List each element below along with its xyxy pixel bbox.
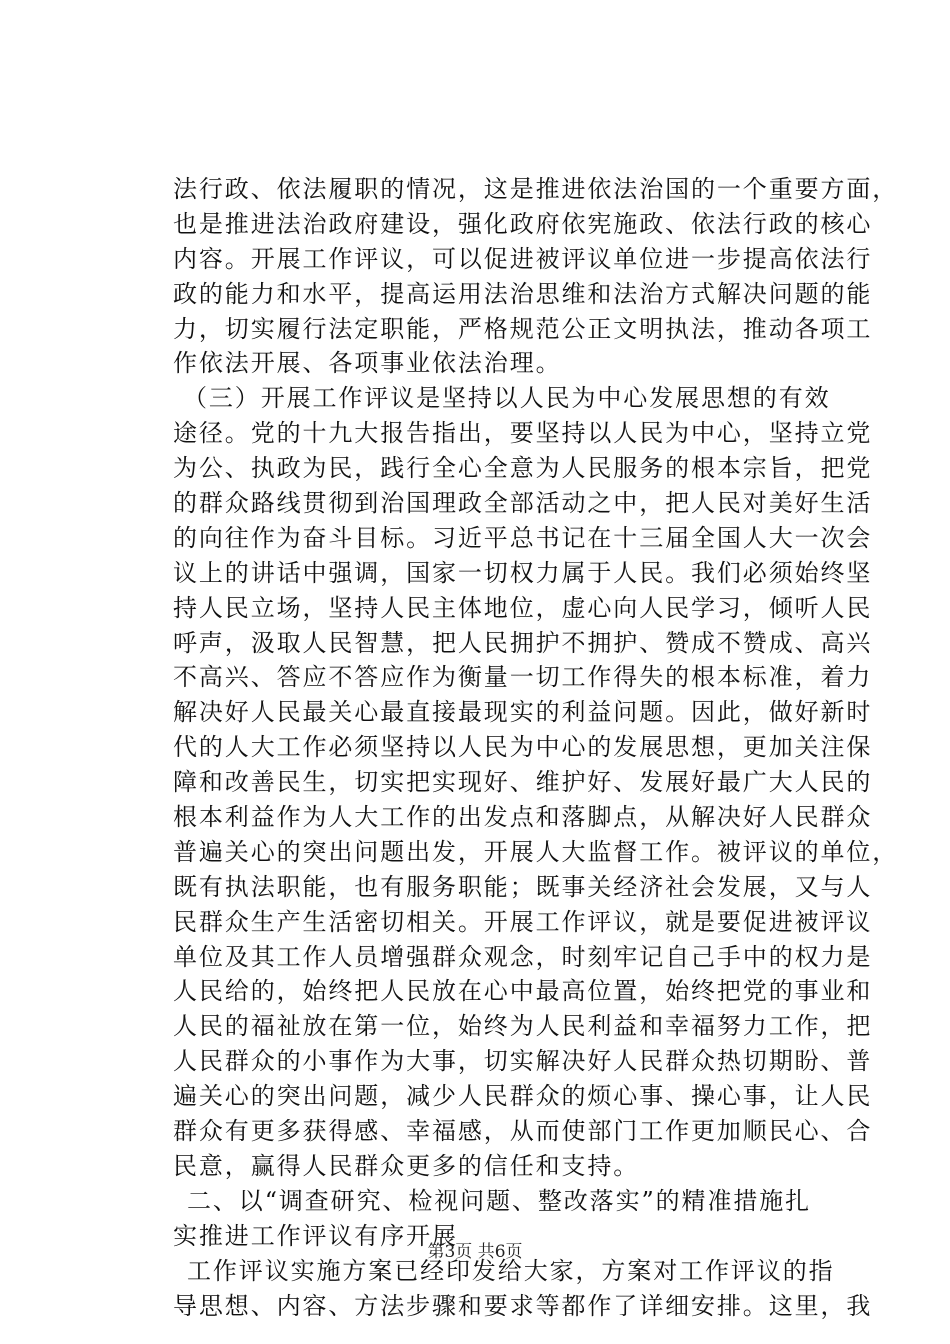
text-line: 内容。开展工作评议，可以促进被评议单位进一步提高依法行 bbox=[173, 244, 873, 273]
page-number-footer: 第3页 共6页 bbox=[427, 1242, 523, 1262]
text-line: 既有执法职能，也有服务职能；既事关经济社会发展，又与人 bbox=[173, 872, 873, 901]
text-line: 民意，赢得人民群众更多的信任和支持。 bbox=[173, 1151, 640, 1180]
text-line: 普遍关心的突出问题出发，开展人大监督工作。被评议的单位， bbox=[173, 837, 899, 866]
paragraph-first-line: 工作评议实施方案已经印发给大家，方案对工作评议的指 bbox=[187, 1256, 835, 1285]
text-line: 为公、执政为民，践行全心全意为人民服务的根本宗旨，把党 bbox=[173, 454, 873, 483]
text-line: 人民给的，始终把人民放在心中最高位置，始终把党的事业和 bbox=[173, 977, 873, 1006]
text-line: 呼声，汲取人民智慧，把人民拥护不拥护、赞成不赞成、高兴 bbox=[173, 628, 873, 657]
text-line: 途径。党的十九大报告指出，要坚持以人民为中心，坚持立党 bbox=[173, 419, 873, 448]
section-heading-line: 二、以“调查研究、检视问题、整改落实”的精准措施扎 bbox=[187, 1186, 812, 1215]
text-line: 人民群众的小事作为大事，切实解决好人民群众热切期盼、普 bbox=[173, 1047, 873, 1076]
text-line: 导思想、内容、方法步骤和要求等都作了详细安排。这里，我 bbox=[173, 1291, 873, 1320]
text-line: 作依法开展、各项事业依法治理。 bbox=[173, 349, 562, 378]
body-text bbox=[173, 172, 899, 1323]
text-line: 群众有更多获得感、幸福感，从而使部门工作更加顺民心、合 bbox=[173, 1117, 873, 1146]
text-line: 单位及其工作人员增强群众观念，时刻牢记自己手中的权力是 bbox=[173, 942, 873, 971]
text-line: 法行政、依法履职的情况，这是推进依法治国的一个重要方面， bbox=[173, 175, 899, 203]
text-line: 的向往作为奋斗目标。习近平总书记在十三届全国人大一次会 bbox=[173, 523, 873, 552]
text-line: 代的人大工作必须坚持以人民为中心的发展思想，更加关注保 bbox=[173, 733, 873, 762]
text-line: 力，切实履行法定职能，严格规范公正文明执法，推动各项工 bbox=[173, 314, 873, 343]
section-heading-line: （三）开展工作评议是坚持以人民为中心发展思想的有效 bbox=[183, 384, 831, 413]
text-line: 政的能力和水平，提高运用法治思维和法治方式解决问题的能 bbox=[173, 279, 873, 308]
text-line: 也是推进法治政府建设，强化政府依宪施政、依法行政的核心 bbox=[173, 209, 873, 238]
section-heading-line: 实推进工作评议有序开展 bbox=[173, 1221, 458, 1250]
text-line: 不高兴、答应不答应作为衡量一切工作得失的根本标准，着力 bbox=[173, 663, 873, 692]
text-line: 的群众路线贯彻到治国理政全部活动之中，把人民对美好生活 bbox=[173, 489, 873, 518]
text-line: 人民的福祉放在第一位，始终为人民利益和幸福努力工作，把 bbox=[173, 1012, 873, 1041]
text-line: 根本利益作为人大工作的出发点和落脚点，从解决好人民群众 bbox=[173, 803, 873, 832]
text-line: 持人民立场，坚持人民主体地位，虚心向人民学习，倾听人民 bbox=[173, 593, 873, 622]
text-line: 遍关心的突出问题，减少人民群众的烦心事、操心事，让人民 bbox=[173, 1082, 873, 1111]
text-line: 解决好人民最关心最直接最现实的利益问题。因此，做好新时 bbox=[173, 698, 873, 727]
text-line: 障和改善民生，切实把实现好、维护好、发展好最广大人民的 bbox=[173, 768, 873, 797]
text-line: 民群众生产生活密切相关。开展工作评议，就是要促进被评议 bbox=[173, 907, 873, 936]
text-line: 议上的讲话中强调，国家一切权力属于人民。我们必须始终坚 bbox=[173, 558, 873, 587]
